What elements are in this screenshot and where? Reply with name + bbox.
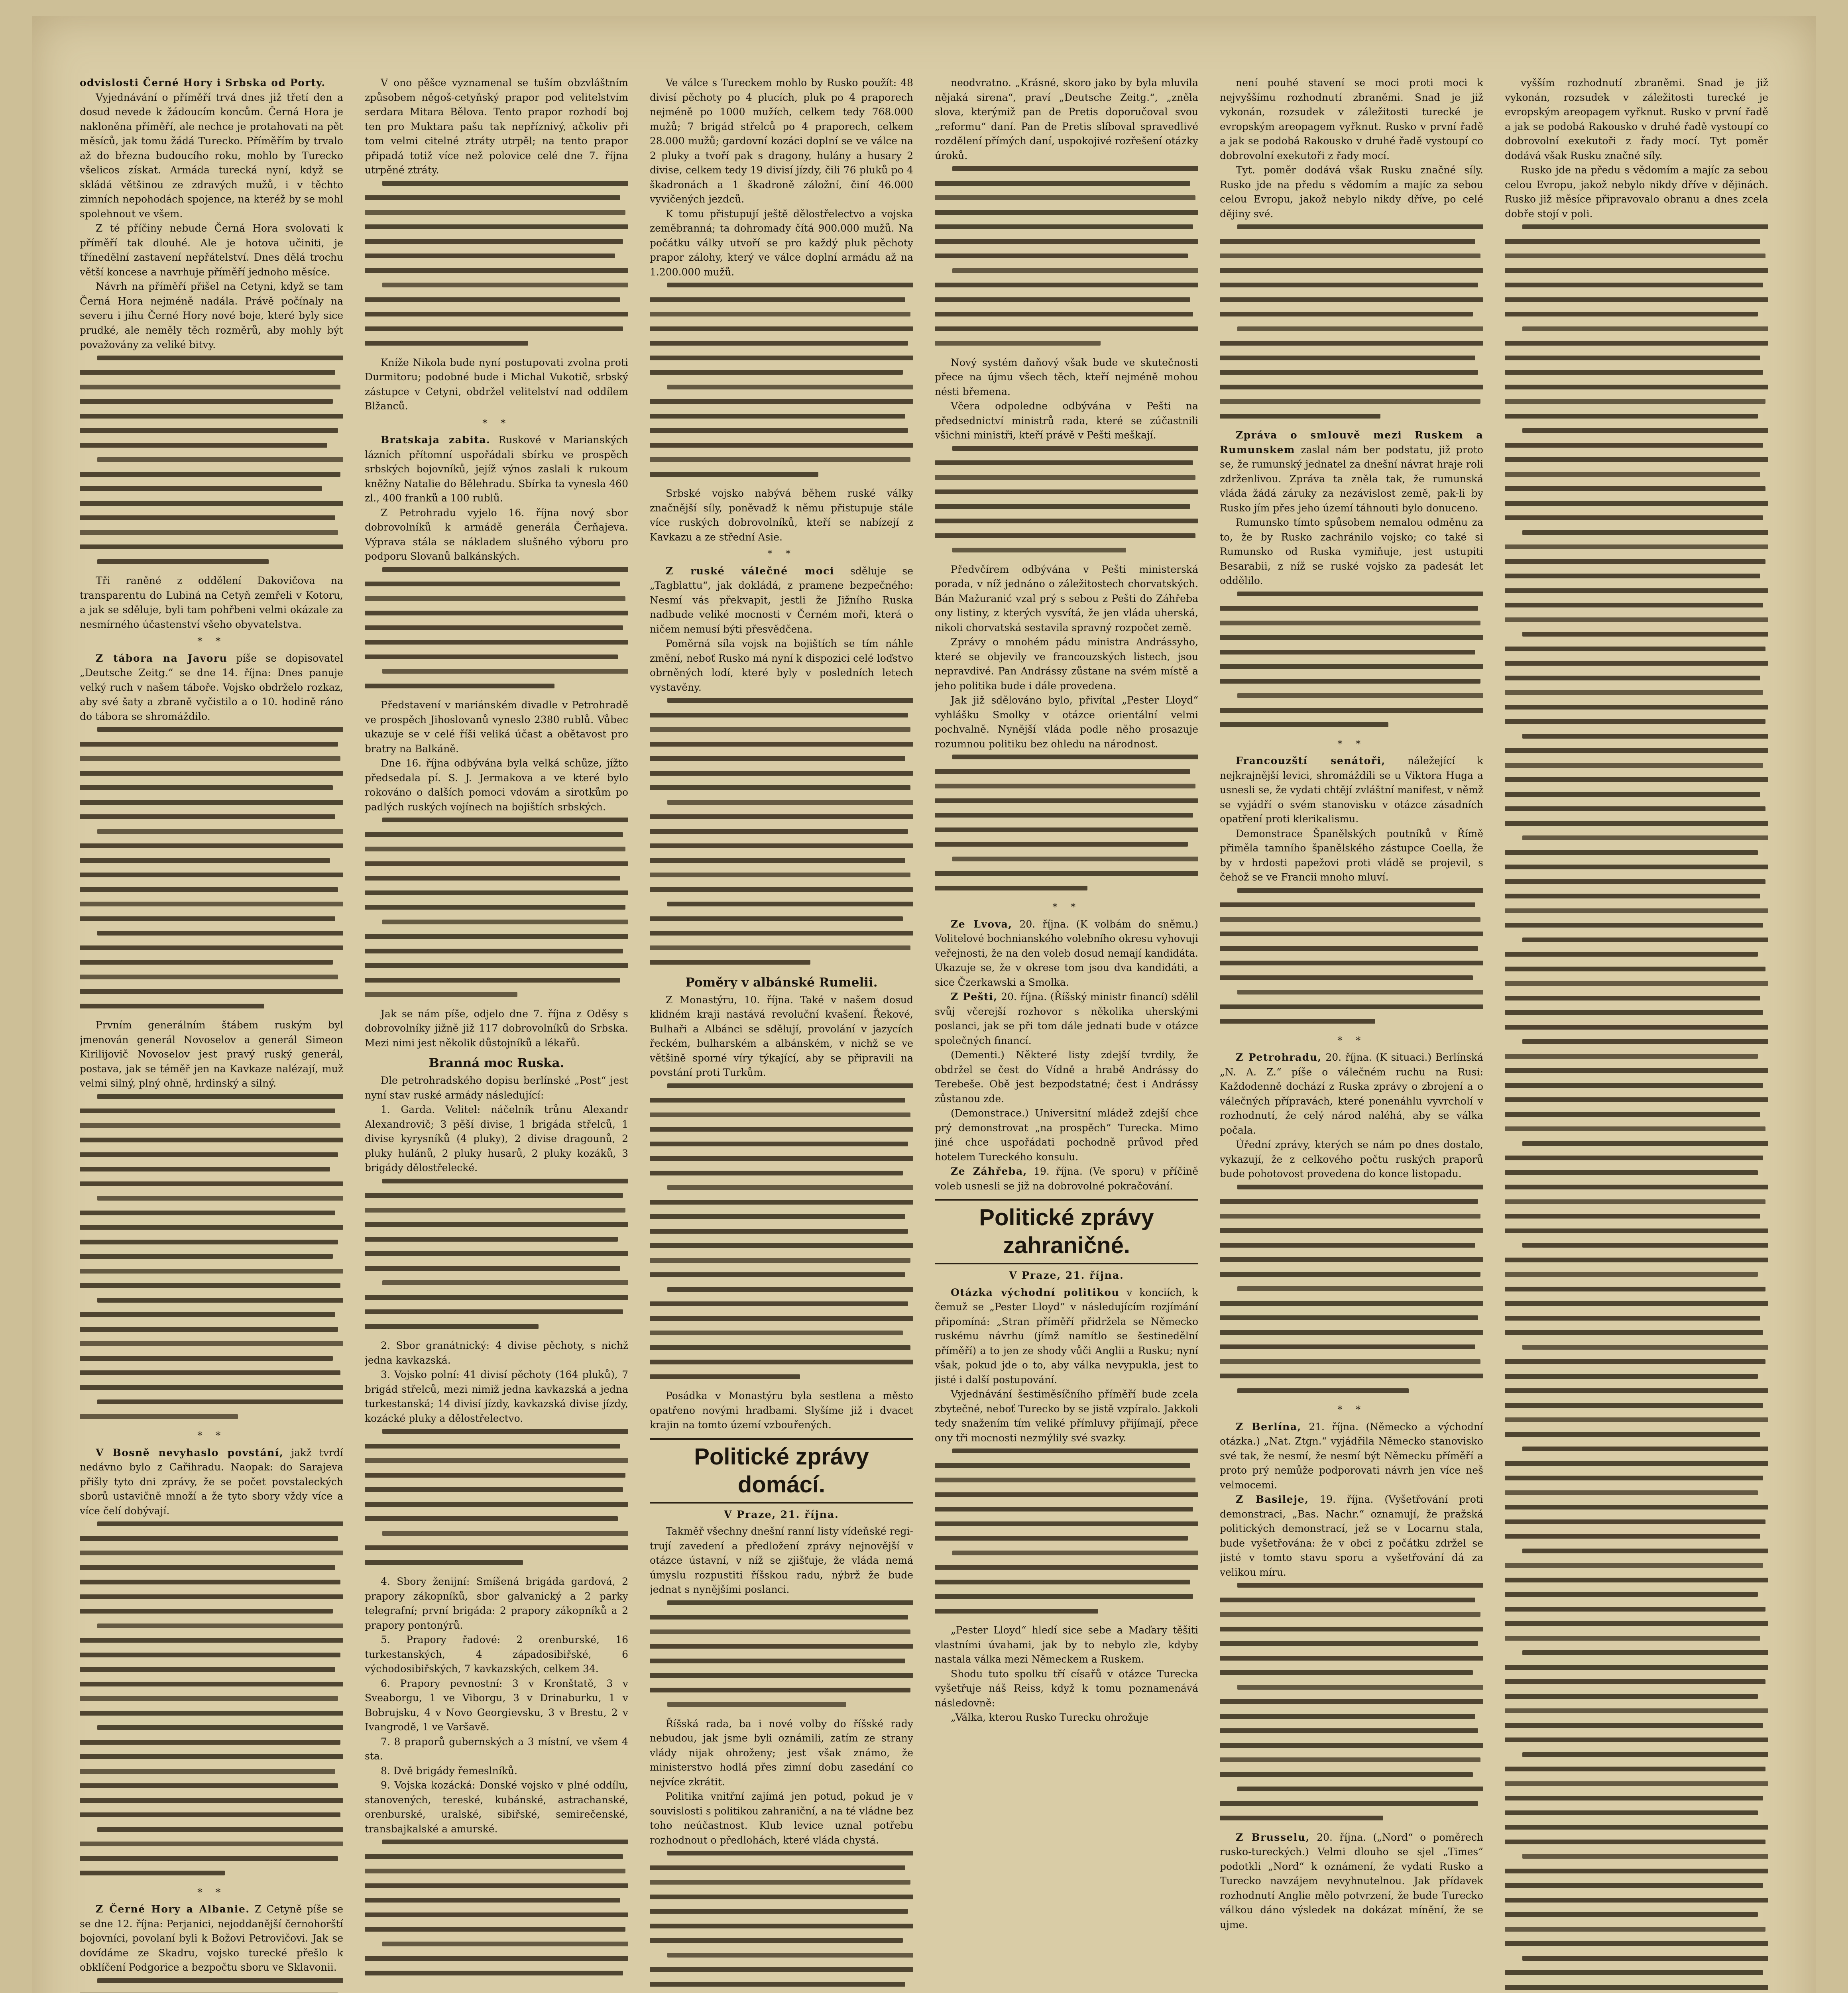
- text-lines: [1220, 1583, 1483, 1820]
- separator-stars: * *: [767, 548, 796, 560]
- text-lines: [935, 1449, 1198, 1614]
- paragraph: Srbské vojsko nabývá během ruské války značnější síly, poněvadž k němu přistupuje stále více ruských dobrovolníků, kteří se nabízejí z Kavkazu a ze střední Asie.: [650, 487, 913, 543]
- paragraph: 9. Vojska kozácká: Donské vojsko v plné oddílu, stanovených, tereské, kubánské, astrachanské, orenburské, uralské, sibiřské, semirečenské, transbajkalské a amurské.: [365, 1779, 628, 1835]
- dateline: [650, 1508, 913, 1522]
- paragraph: Tři raněné z oddělení Dakovičova na transparentu do Lubiná na Cetyň zemřeli v Kotoru, a jak se sděluje, byli tam pohřbeni velmi okázale za nesmírného účastenství všeho obyvatelstva.: [80, 575, 343, 630]
- paragraph: Říšská rada, ba i nové volby do říšské rady nebudou, jak jsme byli oznámili, zatím ze strany vlády nijak ohroženy; jest však známo, že ministerstvo hodlá přes zimní dobu zasedání co nejvíce zkrátit.: [650, 1718, 913, 1788]
- section-head: Zpráva o smlouvě mezi Ruskem a Rumunskem: [1220, 429, 1483, 456]
- paragraph: (Dementi.) Některé listy zdejší tvrdily, že obdržel se čest do Vídně a hrabě Andrássy do Terebeše. Obě jest bezpodstatné; čest i Andrássy zůstanou zde.: [935, 1049, 1198, 1105]
- paragraph: Z té příčiny nebude Černá Hora svolovati k příměří tak dlouhé. Ale je hotova učiniti, je třínedělní zastavení nepřátelství. Dnes dělá trochu větší koncese a navrhuje příměří jednoho měsíce.: [80, 222, 343, 278]
- paragraph: 20. října. („Nord“ o poměrech rusko-tureckých.) Velmi dlouho se sjel „Times“ podotkli „Nord“ k oznámení, že vydati Rusko a Turecko navzájem nevyhnutelnou. Jak přídavek rozhodnutí Anglie mělo potvrzení, že bude Turecko válkou dáno výsledek na dokázat mínění, že se ujme.: [1220, 1831, 1483, 1930]
- paragraph: neodvratno. „Krásné, skoro jako by byla mluvila nějaká sirena“, praví „Deutsche Zeitg.“, „zněla slova, kterýmiž pan de Pretis doporučoval svou „reformu“ daní. Pan de Pretis slíboval spravedlivé rozdělení přímých daní, uspokojivé rozřešení otázky úroků.: [935, 77, 1198, 161]
- paragraph: Rusko jde na předu s vědomím a majíc za sebou celou Evropu, jakož nebylo nikdy dříve v dějinách. Rusko již měsíce připravovalo obranu a dnes zcela dobře stojí v poli.: [1505, 164, 1768, 220]
- dateline-text: V Praze, 21. října.: [1009, 1270, 1124, 1281]
- domestic-news-title: Politické zprávy domácí.: [694, 1443, 869, 1498]
- paragraph: Kníže Nikola bude nyní postupovati zvolna proti Durmitoru; podobné bude i Michal Vukotič, srbský zástupce v Cetyni, obdržel velitelství nad oddílem Blžanců.: [365, 356, 628, 412]
- section-head: Z Brusselu,: [1236, 1831, 1310, 1843]
- text-lines: [935, 755, 1198, 890]
- paragraph: vyšším rozhodnutí zbraněmi. Snad je již vykonán, rozsudek v záležitosti turecké je evropským areopagem vyřknut. Rusko v první řadě a jak se podobá Rakousko v druhé řadě vystoupí co dobrovolní exekutoři z řady mocí. Tyt poměr dodává však Rusku značné síly.: [1505, 77, 1768, 161]
- text-lines: [1505, 224, 1768, 1993]
- text-lines: [365, 1179, 628, 1329]
- paragraph: sděluje se „Tagblattu“, jak dokládá, z pramene bezpečného: Nesmí vás překvapit, jestli že Jižního Ruska nadbude veliké mocnosti v Černém moři, která o ničem nemusí býti přesvědčena.: [650, 565, 913, 635]
- paragraph: 19. října. (Vyšetřování proti demonstraci, „Bas. Nachr.“ oznamují, že pražská politických demonstrací, jež se v Locarnu stala, bude vyšetřována: že v obci z počátku zdržel se jisté v tomto stavu sporu a vyšetřování dá za velikou míru.: [1220, 1494, 1483, 1578]
- paragraph: Nový systém daňový však bude ve skutečnosti přece na újmu všech těch, kteří nejméně mohou nésti břemena.: [935, 356, 1198, 397]
- separator-stars: * *: [1337, 1404, 1366, 1415]
- paragraph: (Demonstrace.) Universitní mládež zdejší chce prý demonstrovat „na prospěch“ Turecka. Mimo jiné chce uspořádati pochodně průvod před hotelem Tureckého konsulu.: [935, 1107, 1198, 1163]
- column-3: [650, 76, 913, 1993]
- text-lines: [935, 166, 1198, 346]
- paragraph: píše se dopisovatel „Deutsche Zeitg.“ se dne 14. října: Dnes panuje velký ruch v našem táboře. Vojsko obdrželo rozkaz, aby své šaty a zbraně vyčistilo a o 10. hodině ráno do tábora se shromáždilo.: [80, 652, 343, 722]
- paragraph: Z Cetyně píše se se dne 12. října: Perjanici, nejoddanější černohorští bojovníci, povolaní byli k Božovi Petrovičovi. Jak se dovídáme ze Skadru, vojsko turecké přešlo k obklíčení Podgorice a bezpočtu sboru ve Sklavonii.: [80, 1903, 343, 1973]
- text-lines: [80, 356, 343, 564]
- paragraph: odvislosti Černé Hory i Srbska od Porty.: [80, 77, 326, 88]
- paragraph: Demonstrace Španělských poutníků v Římě přiměla tamního španělského zástupce Coella, že by v hrdosti papežovi proti vládě se projevil, s čehož se ve Francii mnoho mluví.: [1220, 827, 1483, 883]
- paragraph: Politika vnitřní zajímá jen potud, pokud je v souvislosti s politikou zahraniční, a na té vládne bez toho neúčastnost. Klub levice uznal potřebu rozhodnout o předlohách, které vláda chystá.: [650, 1791, 913, 1846]
- paragraph: V ono pěšce vyznamenal se tuším obzvláštním způsobem něgoš-cetyňský prapor pod velitelstvím serdara Mitara Bělova. Tento prapor rozhodí boj ten pro Muktara pašu tak nepříznivý, ačkoliv při tom velmi citelné ztráty utrpěl; na tento prapor připadá totiž více než polovice celé dne 7. října utrpěné ztráty.: [365, 77, 628, 176]
- paragraph: 20. října. (K situaci.) Berlínská „N. A. Z.“ píše o válečném ruchu na Rusi: Každodenně dochází z Ruska zprávy o zbrojení a o válečných přípravách, které ponenáhlu vyvrcholí v rozhodnutí, že celý národ naléhá, aby se válka počala.: [1220, 1052, 1483, 1136]
- paragraph: Předvčírem odbývána v Pešti ministerská porada, v níž jednáno o záležitostech chorvatských. Bán Mažuranić vzal prý s sebou z Pešti do Záhřeba ony listiny, z kterých vysvítá, že jen vláda uherská, nikoli chorvatská sestavila spravný rozpočet země.: [935, 563, 1198, 633]
- text-lines: [1220, 1185, 1483, 1393]
- section-head: Z Pešti,: [951, 991, 998, 1002]
- separator-stars: * *: [1337, 1034, 1366, 1046]
- separator-stars: * *: [1337, 738, 1366, 750]
- paragraph: Ve válce s Tureckem mohlo by Rusko použít: 48 divisí pěchoty po 4 plucích, pluk po 4 praporech nejméně po 1000 mužích, celkem tedy 768.000 mužů; 7 brigád střelců po 4 praporech, celkem 28.000 mužů; gardovní kozáci doplní se ve válce na 2 pluky a tvoří pak s dragony, hulány a husary 2 divise, celkem tedy 19 divisí jízdy, čili 76 pluků po 4 škadronách a 1 škadroně záložní, činí 46.000 vyvičených jezdců.: [650, 77, 913, 205]
- column-1: [80, 76, 343, 1993]
- paragraph: K tomu přistupují ještě dělostřelectvo a vojska zeměbranná; ta dohromady čítá 900.000 mužů. Na počátku války utvoří se pro každý pluk pěchoty prapor zálohy, který ve válce doplní armádu až na 1.200.000 mužů.: [650, 208, 913, 278]
- column-2: [365, 76, 628, 1993]
- separator-stars: * *: [197, 635, 226, 647]
- paragraph: Včera odpoledne odbývána v Pešti na předsednictví ministrů rada, které se zúčastnili všichni ministři, kteří právě v Pešti meškají.: [935, 400, 1198, 441]
- paragraph: Rumunsko tímto spůsobem nemalou odměnu za to, že by Rusko zachránilo vojsko; co také si Rumunsko od Ruska vymiňuje, jest ustupiti Besarabii, z níž se ruské vojsko za padesát let oddělilo.: [1220, 517, 1483, 586]
- foreign-news-header: [935, 1199, 1198, 1264]
- paragraph: Návrh na příměří přišel na Cetyni, když se tam Černá Hora nejméně nadála. Právě počínaly na severu i jihu Černé Hory nové boje, které byly sice prudké, ale neměly těch rozměrů, aby mohly být považovány za veliké bitvy.: [80, 281, 343, 350]
- paragraph: Dle petrohradského dopisu berlínské „Post“ jest nyní stav ruské armády následující:: [365, 1075, 628, 1101]
- paragraph: Posádka v Monastýru byla sestlena a město opatřeno novými hradbami. Slyšíme již i dvacet krajin na tomto území vzbouřených.: [650, 1390, 913, 1431]
- paragraph: Tyt. poměr dodává však Rusku značné síly. Rusko jde na předu s vědomím a majíc za sebou celou Evropu, jakož nebylo nikdy dříve, po celé dějiny své.: [1220, 164, 1483, 220]
- section-title: Poměry v albánské Rumelii.: [685, 975, 878, 990]
- paragraph: 4. Sbory ženijní: Smíšená brigáda gardová, 2 prapory zákopníků, sbor galvanický a 2 parky telegrafní; první brigáda: 2 prapory zákopníků a 2 prapory pontonýrů.: [365, 1576, 628, 1631]
- text-lines: [650, 283, 913, 477]
- paragraph: není pouhé stavení se moci proti moci k nejvyššímu rozhodnutí zbraněmi. Snad je již vykonán, rozsudek v záležitosti turecké je evropským areopagem vyřknut. Rusko v první řadě a jak se podobá Rakousko v druhé řadě vystoupí co dobrovolní exekutoři z řady mocí.: [1220, 77, 1483, 161]
- text-lines: [1220, 224, 1483, 419]
- separator-stars: * *: [197, 1886, 226, 1898]
- text-lines: [1220, 592, 1483, 727]
- paragraph: 6. Prapory pevnostní: 3 v Kronštatě, 3 v Sveaborgu, 1 ve Viborgu, 3 v Drinaburku, 1 v Bobrujsku, 4 v Novo Georgievsku, 3 v Brestu, 2 v Ivangrodě, 1 ve Varšavě.: [365, 1677, 628, 1733]
- section-head: Bratskaja zabita.: [381, 434, 491, 446]
- paragraph: „Pester Lloyd“ hledí sice sebe a Maďary těšiti vlastními úvahami, jak by to nebylo zle, kdyby nastala válka mezi Německem a Ruskem.: [935, 1624, 1198, 1665]
- paragraph: 7. 8 praporů gubernských a 3 místní, ve všem 4 sta.: [365, 1736, 628, 1762]
- paragraph: 2. Sbor granátnický: 4 divise pěchoty, s nichž jedna kavkazská.: [365, 1340, 628, 1366]
- paragraph: Vyjednávání o příměří trvá dnes již třetí den a dosud nevede k žádoucím koncům. Černá Hora je nakloněna příměří, ale nechce je protahovati na pět měsíců, jak tomu žádá Turecko. Příměřím by trvalo až do března budoucího roku, mohlo by Turecko všelicos získat. Armáda turecká nyní, když se skládá většinou ze zdravých mužů, i v těchto zimních nepohodách spojence, na kteréž by se mohl spolehnout ve všem.: [80, 91, 343, 220]
- text-lines: [365, 567, 628, 688]
- text-lines: [1220, 888, 1483, 1024]
- paragraph: 19. října. (Ve sporu) v příčině voleb usnesli se již na dobrovolné pokračování.: [935, 1166, 1198, 1192]
- foreign-news-title: Politické zprávy zahraničné.: [979, 1205, 1154, 1258]
- paragraph: jakž tvrdí nedávno bylo z Cařihradu. Naopak: do Sarajeva přišly tyto dni zprávy, že se počet povstaleckých sborů ustavičně množí a že tyto sbory vždy více a více čelí dobývají.: [80, 1447, 343, 1517]
- text-lines: [650, 1083, 913, 1379]
- text-lines: [80, 1978, 343, 1993]
- paragraph: „Válka, kterou Rusko Turecku ohrožuje: [951, 1712, 1148, 1723]
- text-lines: [365, 181, 628, 346]
- paragraph: v konciích, k čemuž se „Pester Lloyd“ v následujícím rozjímání připomíná: „Stran příměří přidržela se Německo ruskému návrhu (jímž namítlo se šestinedělní příměří) a to jen ze shody vůči Anglii a Rusku; nyní však, pokud jde o to, aby válka nevypukla, jest to jisté i další postupování.: [935, 1286, 1198, 1386]
- section-head: Z ruské válečné moci: [666, 565, 834, 577]
- paragraph: zaslal nám ber podstatu, již proto se, že rumunský jednatel za dnešní návrat hraje roli zdrženlivou. Zpráva ta zněla tak, že rumunská vláda žádá záruky za nezávislost země, pak-li by Rusko jím přes jeho území táhnouti bylo donuceno.: [1220, 444, 1483, 514]
- text-lines: [935, 446, 1198, 553]
- domestic-news-header: [650, 1438, 913, 1504]
- paragraph: Z Petrohradu vyjelo 16. října nový sbor dobrovolníků k armádě generála Čerňajeva. Výprava stála se nákladem slušného výboru pro podporu Slovanů balkánských.: [365, 507, 628, 562]
- paragraph: Představení v mariánském divadle v Petrohradě ve prospěch Jihoslovanů vyneslo 2380 rublů. Vůbec ukazuje se v celé říši veliká účast a obětavost pro bratry na Balkáně.: [365, 699, 628, 755]
- paragraph: náležející k nejkrajnější levici, shromáždili se u Viktora Huga a usnesli se, že vydati chtějí zvláštní manifest, v němž se vyjádří o svém stanovisku v otázce zásadních opatření proti klerikalismu.: [1220, 755, 1483, 825]
- column-4: [935, 76, 1198, 1993]
- paragraph: 3. Vojsko polní: 41 divisí pěchoty (164 pluků), 7 brigád střelců, mezi nimiž jedna kavkazská a jedna turkestanská; 14 divisí jízdy, kavkazská divise jízdy, kozácké pluky a dělostřelectvo.: [365, 1369, 628, 1424]
- paragraph: Z Monastýru, 10. října. Také v našem dosud klidném kraji nastává revoluční kvašení. Řekové, Bulhaři a Albánci se sdělují, provolání v jazycích řeckém, bulharském a albánském, v nichž se ve většině sporné víry týkající, aby se připravili na povstání proti Turkům.: [650, 994, 913, 1078]
- separator-stars: * *: [482, 417, 511, 429]
- separator-stars: * *: [197, 1430, 226, 1441]
- column-6: [1505, 76, 1768, 1993]
- paragraph: Prvním generálním štábem ruským byl jmenován generál Novoselov a generál Simeon Kirilijovič Novoselov jest pravý ruský generál, postava, jak se téměř jen na Kavkaze nalézají, muž velmi silný, plný ohně, hrdinský a silný.: [80, 1019, 343, 1089]
- paragraph: Úřední zprávy, kterých se nám po dnes dostalo, vykazují, že z celkového počtu ruských praporů bude pohotovost provedena do konce listopadu.: [1220, 1139, 1483, 1179]
- paragraph: 20. října. (Říšský ministr financí) sdělil svůj včerejší rozhovor s několika uherskými poslanci, jak se při tom dále jednati bude v otázce společných financí.: [935, 991, 1198, 1046]
- text-lines: [650, 1851, 913, 1993]
- text-lines: [650, 698, 913, 965]
- text-lines: [365, 1840, 628, 1975]
- column-grid: [80, 76, 1768, 1993]
- paragraph: Jak již sdělováno bylo, přivítal „Pester Lloyd“ vyhlášku Smolky v otázce orientální velmi pochvalně. Nynější vláda podle něho prosazuje rozumnou politiku bez ohledu na národnost.: [935, 694, 1198, 750]
- dateline-text: V Praze, 21. října.: [724, 1508, 839, 1520]
- section-head: Francouzští senátoři,: [1236, 755, 1386, 767]
- paragraph: Vyjednávání šestiměsíčního příměří bude zcela zbytečné, neboť Turecko by se jistě vzpíralo. Jakkoli tedy snažením tím veliké přímluvy přijímají, přece ony tři mocnosti nezmýlily své svazky.: [935, 1388, 1198, 1444]
- paragraph: 8. Dvě brigády řemeslníků.: [381, 1765, 518, 1777]
- paragraph: 20. října. (K volbám do sněmu.) Volitelové bochnianského volebního okresu vyhovuji veřejnosti, že na den voleb dosud nemají kandidáta. Ukazuje se, že v okrese tom jsou dva kandidáti, a sice Čzerkawski a Smolka.: [935, 918, 1198, 988]
- paragraph: Poměrná síla vojsk na bojištích se tím náhle změní, neboť Rusko má nyní k dispozici celé loďstvo obrněných lodí, které byly v posledních letech vystavěny.: [650, 638, 913, 693]
- text-lines: [80, 1521, 343, 1875]
- paragraph: Ruskové v Marianských lázních přítomní uspořádali sbírku ve prospěch srbských bojovníků, jejíž výnos zaslali k rukoum kněžny Natalie do Bělehradu. Sbírka ta vynesla 460 zl., 400 franků a 100 rublů.: [365, 434, 628, 504]
- paragraph: Shodu tuto spolku tří císařů v otázce Turecka vyšetřuje náš Reiss, když k tomu poznamenává následovně:: [935, 1668, 1198, 1709]
- text-lines: [80, 727, 343, 1008]
- separator-stars: * *: [1052, 901, 1081, 913]
- section-head: Otázka východní politikou: [951, 1286, 1120, 1298]
- text-lines: [650, 1600, 913, 1707]
- paragraph: 5. Prapory řadové: 2 orenburské, 16 turkestanských, 4 západosibiřské, 6 východosibiřských, 7 kavkazských, celkem 34.: [365, 1634, 628, 1675]
- section-head: Z Basileje,: [1236, 1494, 1309, 1505]
- section-head: Z Petrohradu,: [1236, 1052, 1322, 1063]
- text-lines: [80, 1094, 343, 1419]
- section-title: Branná moc Ruska.: [429, 1056, 564, 1070]
- section-head: Z Berlína,: [1236, 1421, 1301, 1433]
- text-lines: [365, 1429, 628, 1565]
- section-head: V Bosně nevyhaslo povstání,: [96, 1447, 284, 1458]
- text-lines: [365, 818, 628, 997]
- section-head: Z Černé Hory a Albanie.: [96, 1903, 250, 1915]
- section-head: Ze Záhřeba,: [951, 1166, 1027, 1177]
- paragraph: Dne 16. října odbývána byla velká schůze, jížto předsedala pí. S. J. Jermakova a ve které bylo rokováno o dalších pomoci vdovám a sirotkům po padlých ruských vojínech na bojištích srbských.: [365, 757, 628, 813]
- paragraph: Jak se nám píše, odjelo dne 7. října z Oděsy s dobrovolníky jižně již 117 dobrovolníků do Srbska. Mezi nimi jest několik důstojníků a lékařů.: [365, 1008, 628, 1049]
- paragraph: 21. října. (Německo a východní otázka.) „Nat. Ztgn.“ vyjádřila Německo stanovisko své tak, že nesmí, že nesmí být Německu příměří a proto prý nemůže podporovati návrh jen více neš velmocemi.: [1220, 1421, 1483, 1491]
- paragraph: Takměř všechny dnešní ranní listy vídeňské regi-trují zavedení a předložení zprávy nejnovější v otázce ústavní, v níž se zjišťuje, že vláda nemá úmyslu rozpustiti říšskou radu, nýbrž že bude jednat s nynějšími poslanci.: [650, 1525, 913, 1595]
- paragraph: 1. Garda. Velitel: náčelník trůnu Alexandr Alexandrovič; 3 pěší divise, 1 brigáda střelců, 1 divise kyrysníků (4 pluky), 2 divise dragounů, 2 pluky hulánů, 2 pluky husarů, 2 pluky kozáků, 3 brigády dělostřelecké.: [365, 1104, 628, 1173]
- section-head: Ze Lvova,: [951, 918, 1012, 930]
- column-5: [1220, 76, 1483, 1993]
- paragraph: Zprávy o mnohém pádu ministra Andrássyho, které se objevily ve francouzských listech, jsou nepravdivé. Pan Andrássy zůstane na svém místě a jeho politika bude i dále provedena.: [935, 636, 1198, 692]
- newspaper-page: [32, 16, 1816, 1993]
- section-head: Z tábora na Javoru: [96, 652, 228, 664]
- dateline: [935, 1268, 1198, 1283]
